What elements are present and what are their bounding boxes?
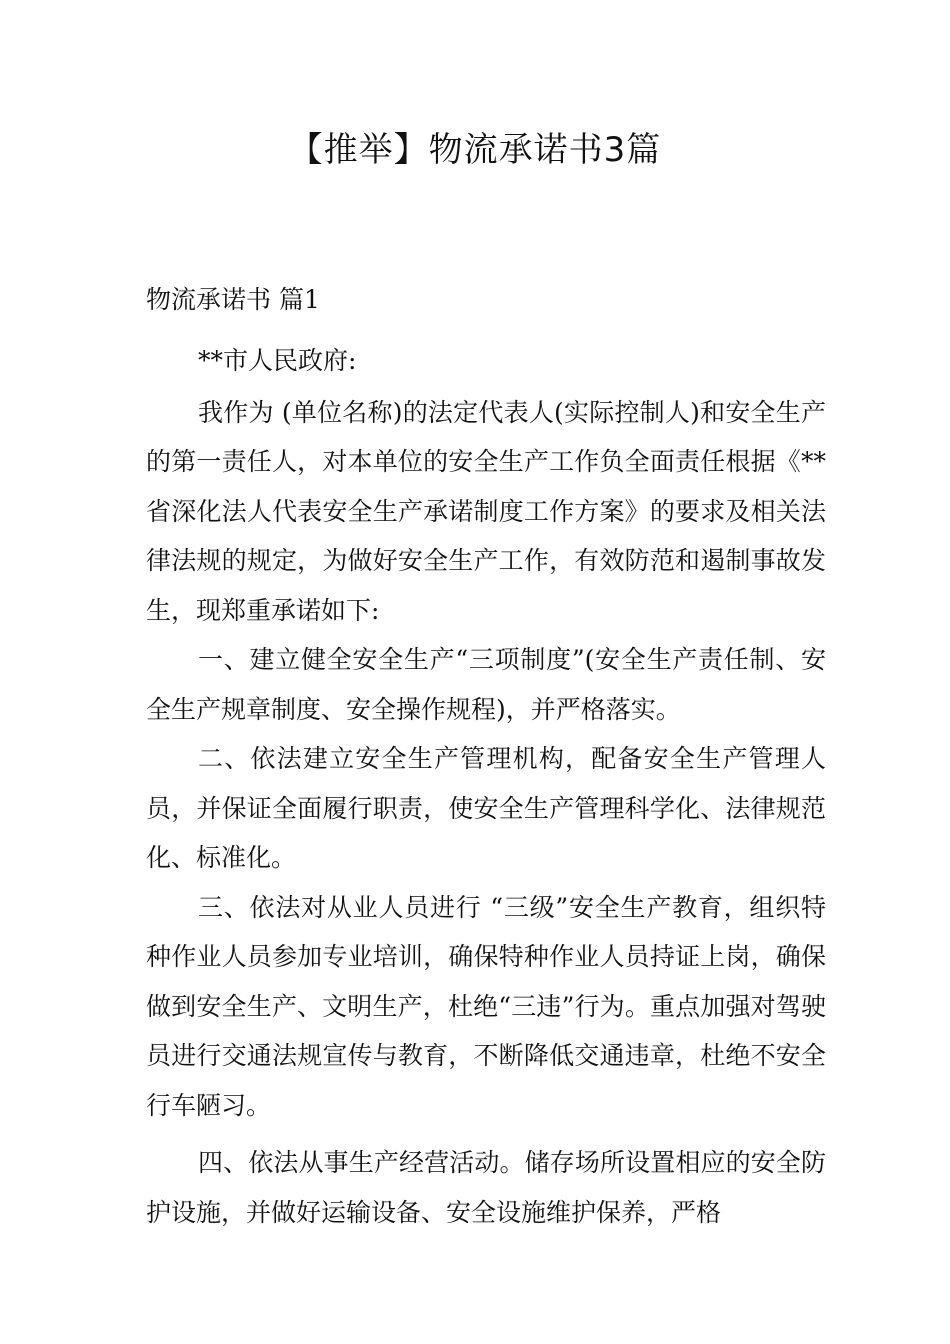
salutation: **市人民政府: <box>198 346 357 375</box>
document-title: 【推举】物流承诺书3篇 <box>288 130 662 170</box>
paragraph-intro: 我作为 (单位名称)的法定代表人(实际控制人)和安全生产的第一责任人，对本单位的安全生产工作负全面责任根据《**省深化法人代表安全生产承诺制度工作方案》的要求及相关法律法规的规定，为做好安全生产工作，有效防范和遏制事故发生，现郑重承诺如下: <box>146 397 826 625</box>
paragraph-item-1: 一、建立健全安全生产“三项制度”(安全生产责任制、安全生产规章制度、安全操作规程)，并严格落实。 <box>146 645 826 724</box>
section-heading: 物流承诺书 篇1 <box>146 285 320 314</box>
paragraph-item-2: 二、依法建立安全生产管理机构，配备安全生产管理人员，并保证全面履行职责，使安全生产管理科学化、法律规范化、标准化。 <box>146 744 826 872</box>
paragraph-item-3: 三、依法对从业人员进行 “三级”安全生产教育，组织特种作业人员参加专业培训，确保特种作业人员持证上岗，确保做到安全生产、文明生产，杜绝“三违”行为。重点加强对驾驶员进行交通法规宣传与教育，不断降低交通违章，杜绝不安全行车陋习。 <box>146 892 826 1120</box>
paragraph-item-4: 四、依法从事生产经营活动。储存场所设置相应的安全防护设施，并做好运输设备、安全设施维护保养，严格 <box>146 1148 826 1227</box>
document-body <box>146 278 826 1237</box>
